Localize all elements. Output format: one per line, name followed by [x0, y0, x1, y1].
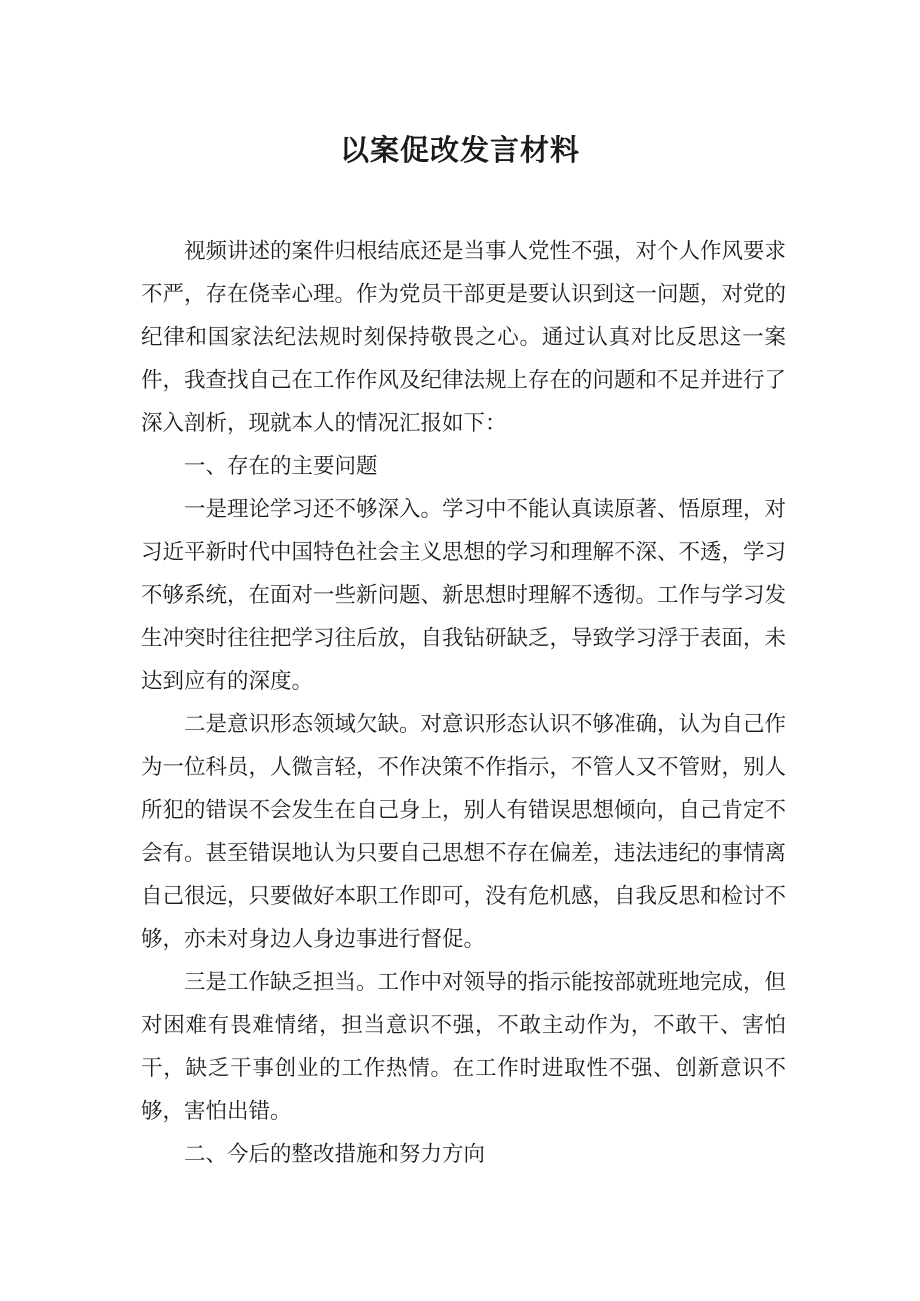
- intro-paragraph: 视频讲述的案件归根结底还是当事人党性不强，对个人作风要求不严，存在侥幸心理。作为党员干部更是要认识到这一问题，对党的纪律和国家法纪法规时刻保持敬畏之心。通过认真对比反思这一案件，我查找自己在工作作风及纪律法规上存在的问题和不足并进行了深入剖析，现就本人的情况汇报如下：: [141, 239, 787, 436]
- document-body: [141, 230, 786, 1176]
- section-heading-problems: 一、存在的主要问题: [184, 454, 378, 479]
- document-title: 以案促改发言材料: [339, 133, 580, 167]
- problem-paragraph-2: 二是意识形态领域欠缺。对意识形态认识不够准确，认为自己作为一位科员，人微言轻，不作决策不作指示，不管人又不管财，别人所犯的错误不会发生在自己身上，别人有错误思想倾向，自己肯定不会有。甚至错误地认为只要自己思想不存在偏差，违法违纪的事情离自己很远，只要做好本职工作即可，没有危机感，自我反思和检讨不够，亦未对身边人身边事进行督促。: [141, 712, 787, 952]
- problem-paragraph-1: 一是理论学习还不够深入。学习中不能认真读原著、悟原理，对习近平新时代中国特色社会主义思想的学习和理解不深、不透，学习不够系统，在面对一些新问题、新思想时理解不透彻。工作与学习发生冲突时往往把学习往后放，自我钻研缺乏，导致学习浮于表面，未达到应有的深度。: [141, 497, 787, 694]
- problem-paragraph-3: 三是工作缺乏担当。工作中对领导的指示能按部就班地完成，但对困难有畏难情绪，担当意识不强，不敢主动作为，不敢干、害怕干，缺乏干事创业的工作热情。在工作时进取性不强、创新意识不够，害怕出错。: [141, 970, 787, 1124]
- section-heading-measures: 二、今后的整改措施和努力方向: [184, 1142, 486, 1167]
